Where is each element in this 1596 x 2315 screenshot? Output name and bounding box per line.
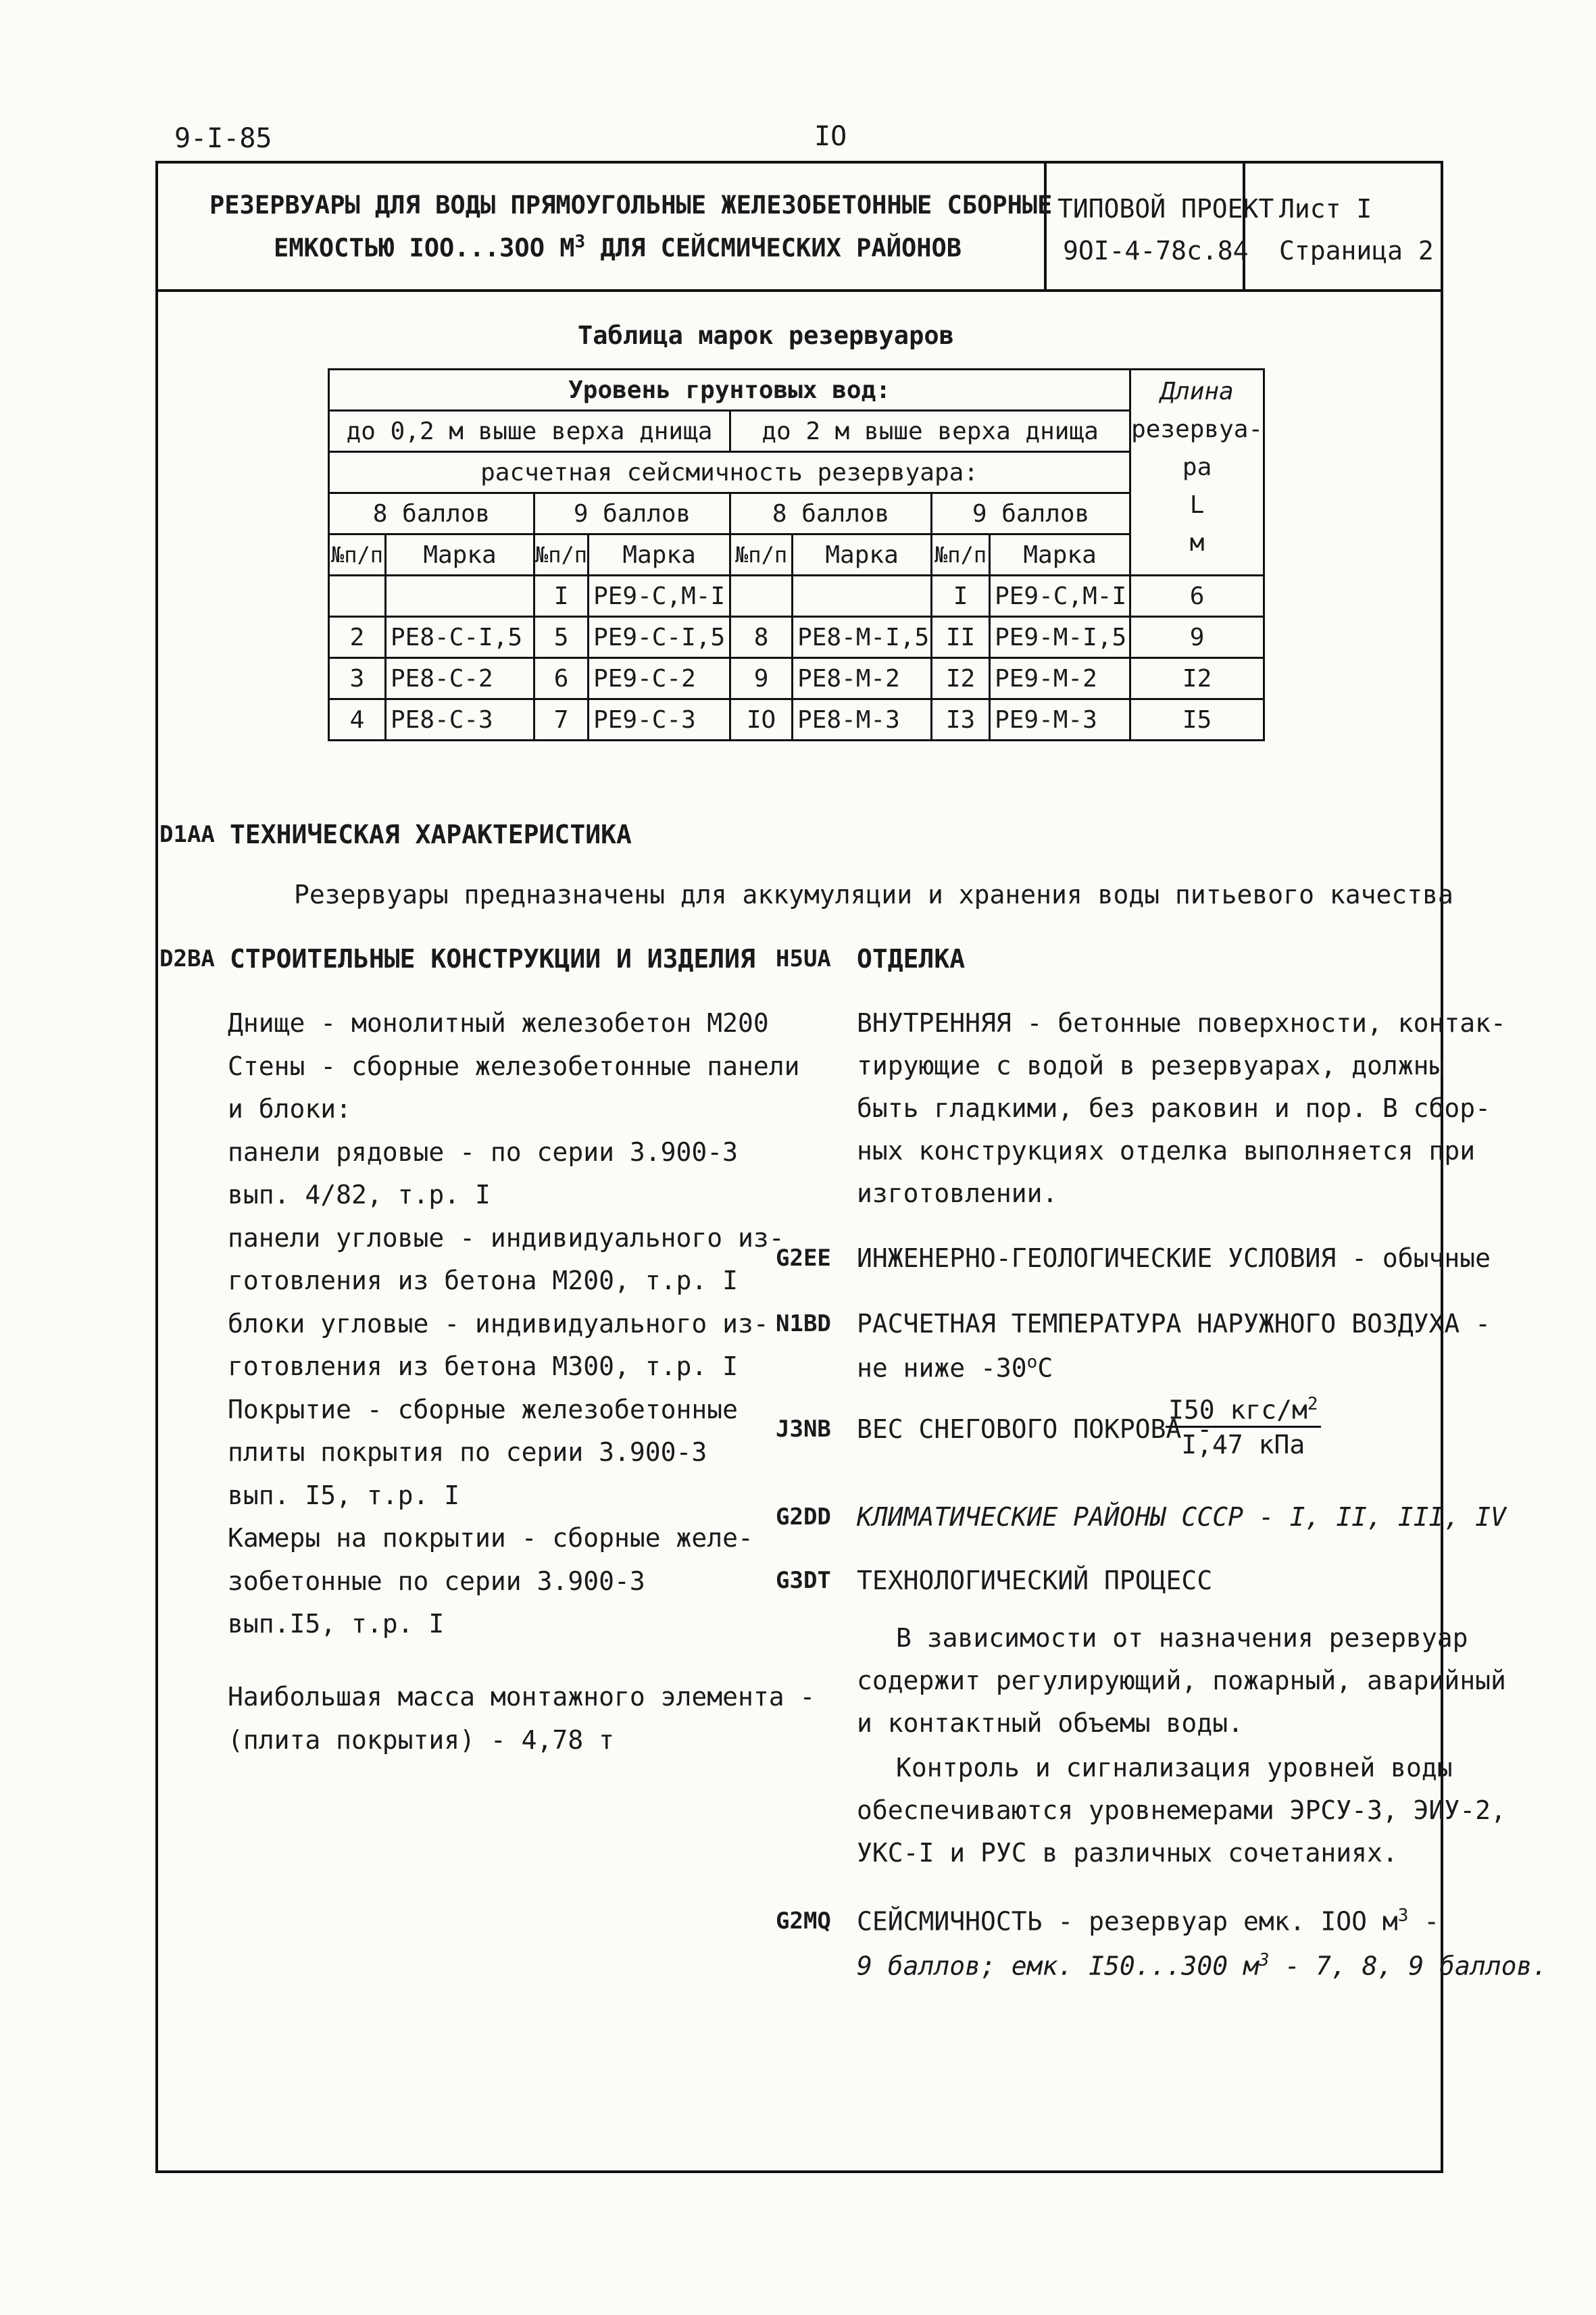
text-line: панели угловые - индивидуального из- [228, 1222, 784, 1253]
table-row [329, 658, 1264, 699]
text-line: Днище - монолитный железобетон М200 [228, 1008, 769, 1038]
table-cell: РЕ9-М-3 [990, 699, 1130, 741]
text-line: блоки угловые - индивидуального из- [228, 1308, 769, 1339]
section-code: G2MQ [776, 1908, 831, 1935]
table-cell: 3 [329, 658, 386, 699]
text-line: плиты покрытия по серии 3.900-3 [228, 1437, 707, 1467]
col-mark-header: Марка [386, 534, 534, 576]
table-cell: РЕ9-М-I,5 [990, 617, 1130, 658]
table-cell: РЕ9-С,М-I [990, 576, 1130, 617]
control-text [857, 1755, 1506, 1883]
title-line-1: РЕЗЕРВУАРЫ ДЛЯ ВОДЫ ПРЯМОУГОЛЬНЫЕ ЖЕЛЕЗОБЕТОННЫЕ СБОРНЫЕ [209, 191, 1053, 220]
section-code: D2BA [159, 945, 215, 972]
table-cell: РЕ8-С-I,5 [386, 617, 534, 658]
marks-table [328, 368, 1265, 741]
text-line: быть гладкими, без раковин и пор. В сбор- [857, 1093, 1491, 1123]
col-num-header: №п/п [932, 534, 990, 576]
table-row [329, 617, 1264, 658]
section-code: N1BD [776, 1310, 831, 1337]
table-cell: 2 [329, 617, 386, 658]
climate-text: КЛИМАТИЧЕСКИЕ РАЙОНЫ СССР - I, II, III, IV [857, 1502, 1506, 1532]
section-title-construction: СТРОИТЕЛЬНЫЕ КОНСТРУКЦИИ И ИЗДЕЛИЯ [230, 944, 755, 974]
table-cell: 9 [1130, 617, 1264, 658]
document-code: 9-I-85 [174, 123, 272, 154]
process-title: ТЕХНОЛОГИЧЕСКИЙ ПРОЦЕСС [857, 1566, 1213, 1595]
intensity-header: 8 баллов [730, 493, 932, 534]
text-line: ВНУТРЕННЯЯ - бетонные поверхности, контак- [857, 1008, 1506, 1038]
table-cell: 8 [730, 617, 793, 658]
text-line: ных конструкциях отделка выполняется при [857, 1136, 1476, 1166]
project-label: ТИПОВОЙ ПРОЕКТ [1057, 194, 1274, 224]
mass-line-1: Наибольшая масса монтажного элемента - [228, 1681, 816, 1712]
text-line: Стены - сборные железобетонные панели [228, 1051, 800, 1081]
text-line: изготовлении. [857, 1178, 1058, 1208]
table-cell: I2 [1130, 658, 1264, 699]
col-num-header: №п/п [534, 534, 589, 576]
table-cell: 7 [534, 699, 589, 741]
text-line: Камеры на покрытии - сборные желе- [228, 1523, 753, 1553]
text-line: готовления из бетона М300, т.р. I [228, 1351, 738, 1381]
title-block-divider-2 [1243, 161, 1245, 289]
title-block-bottom-rule [155, 289, 1441, 292]
construction-list [228, 1010, 815, 1770]
text-line: панели рядовые - по серии 3.900-3 [228, 1137, 738, 1167]
level-a-header: до 0,2 м выше верха днища [329, 411, 730, 452]
groundwater-header: Уровень грунтовых вод: [329, 370, 1130, 411]
text-line: В зависимости от назначения резервуар [896, 1623, 1468, 1653]
table-cell: I [932, 576, 990, 617]
section-code: H5UA [776, 945, 831, 972]
table-cell: I2 [932, 658, 990, 699]
construction-lines [228, 1010, 815, 1654]
table-row [329, 576, 1264, 617]
table-cell: II [932, 617, 990, 658]
purpose-text: Резервуары предназначены для аккумуляции и хранения воды питьевого качества [294, 880, 1453, 910]
mass-line-2: (плита покрытия) - 4,78 т [228, 1724, 614, 1755]
table-cell: РЕ8-М-I,5 [793, 617, 932, 658]
sheet-number: Лист I [1279, 194, 1372, 224]
table-cell [793, 576, 932, 617]
table-cell: 6 [534, 658, 589, 699]
project-number: 9OI-4-78с.84 [1063, 236, 1249, 266]
level-b-header: до 2 м выше верха днища [730, 411, 1130, 452]
table-cell: 9 [730, 658, 793, 699]
text-line: готовления из бетона М200, т.р. I [228, 1266, 738, 1295]
section-code: D1AA [159, 821, 215, 848]
table-cell: РЕ9-С-3 [589, 699, 730, 741]
title-block-divider-1 [1044, 161, 1047, 289]
table-cell: IO [730, 699, 793, 741]
intensity-header: 8 баллов [329, 493, 534, 534]
seismic-line-2: 9 баллов; емк. I50...300 $м^3 - 7$, 8, 9 баллов. [857, 1950, 1548, 1981]
table-caption: Таблица марок резервуаров [578, 321, 954, 350]
page-label: Страница 2 [1279, 236, 1434, 266]
section-code: G2EE [776, 1245, 831, 1272]
text-line: содержит регулирующий, пожарный, аварийный [857, 1666, 1506, 1695]
table-cell: РЕ9-С-I,5 [589, 617, 730, 658]
table-cell: 5 [534, 617, 589, 658]
table-cell: 6 [1130, 576, 1264, 617]
col-mark-header: Марка [990, 534, 1130, 576]
table-cell: РЕ9-М-2 [990, 658, 1130, 699]
text-line: и блоки: [228, 1094, 352, 1124]
seismic-line-1: СЕЙСМИЧНОСТЬ - резервуар емк. IOO $м^3$ - [857, 1906, 1440, 1937]
text-line: и контактный объемы воды. [857, 1708, 1243, 1738]
table-cell: I3 [932, 699, 990, 741]
col-mark-header: Марка [589, 534, 730, 576]
col-num-header: №п/п [329, 534, 386, 576]
text-line: УКС-I и РУС в различных сочетаниях. [857, 1838, 1398, 1868]
text-line: Контроль и сигнализация уровней воды [896, 1753, 1453, 1783]
text-line: зобетонные по серии 3.900-3 [228, 1566, 645, 1596]
intensity-header: 9 баллов [534, 493, 730, 534]
table-cell: РЕ9-С,М-I [589, 576, 730, 617]
text-line: вып. I5, т.р. I [228, 1480, 460, 1510]
table-cell [386, 576, 534, 617]
table-cell: РЕ8-С-3 [386, 699, 534, 741]
table-cell: 4 [329, 699, 386, 741]
marks-table-body [329, 576, 1264, 741]
section-title-technical: ТЕХНИЧЕСКАЯ ХАРАКТЕРИСТИКА [230, 820, 632, 849]
table-cell: РЕ9-С-2 [589, 658, 730, 699]
text-line: вып. 4/82, т.р. I [228, 1180, 491, 1210]
table-row [329, 699, 1264, 741]
section-code: J3NB [776, 1416, 831, 1443]
table-cell: РЕ8-С-2 [386, 658, 534, 699]
table-cell: I5 [1130, 699, 1264, 741]
text-line: тирующие с водой в резервуарах, должны [857, 1051, 1445, 1080]
table-cell [329, 576, 386, 617]
geology-text: ИНЖЕНЕРНО-ГЕОЛОГИЧЕСКИЕ УСЛОВИЯ - обычные [857, 1243, 1491, 1273]
snow-load-fraction: I50 кгс/$м^2$ I,47 кПа [1166, 1395, 1321, 1458]
snow-label: ВЕС СНЕГОВОГО ПОКРОВА - [857, 1414, 1213, 1444]
section-code: G2DD [776, 1503, 831, 1530]
text-line: обеспечиваются уровнемерами ЭРСУ-3, ЭИУ-2, [857, 1795, 1506, 1825]
text-line: вып.I5, т.р. I [228, 1609, 445, 1639]
col-mark-header: Марка [793, 534, 932, 576]
process-text [857, 1625, 1506, 1753]
table-cell: РЕ8-М-3 [793, 699, 932, 741]
temperature-line-1: РАСЧЕТНАЯ ТЕМПЕРАТУРА НАРУЖНОГО ВОЗДУХА - [857, 1309, 1491, 1339]
section-code: G3DT [776, 1567, 831, 1594]
page-number: IO [814, 121, 847, 152]
title-line-2: ЕМКОСТЬЮ IOO...3OO $М^3$ ДЛЯ СЕЙСМИЧЕСКИХ РАЙОНОВ [274, 232, 962, 263]
table-cell: I [534, 576, 589, 617]
col-num-header: №п/п [730, 534, 793, 576]
finish-text [857, 1010, 1506, 1223]
seismic-header: расчетная сейсмичность резервуара: [329, 452, 1130, 493]
length-header: Длина резервуа- ра L м [1130, 370, 1264, 576]
intensity-header: 9 баллов [932, 493, 1130, 534]
table-cell [730, 576, 793, 617]
temperature-line-2: не ниже $-30^оС$ [857, 1352, 1053, 1383]
section-title-finish: ОТДЕЛКА [857, 944, 966, 974]
text-line: Покрытие - сборные железобетонные [228, 1394, 738, 1424]
table-cell: РЕ8-М-2 [793, 658, 932, 699]
